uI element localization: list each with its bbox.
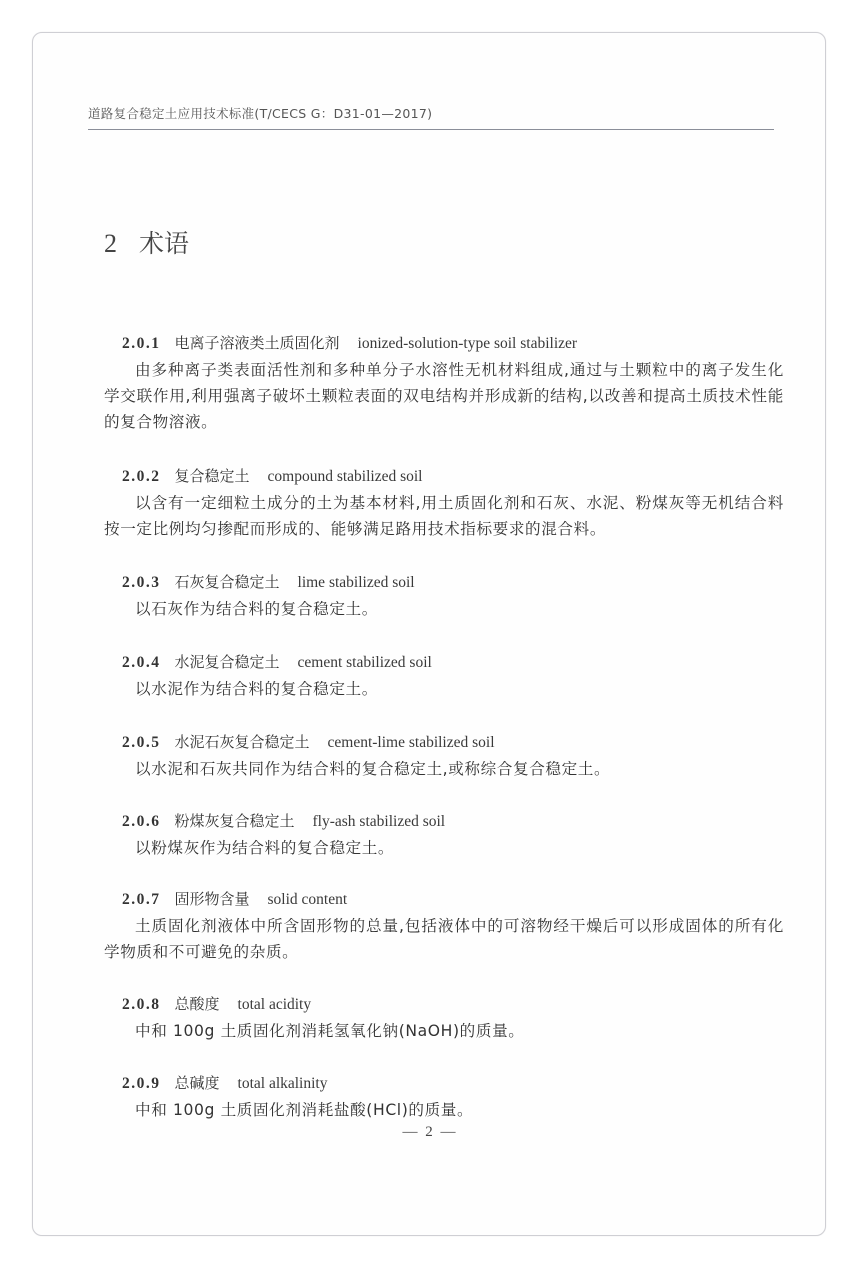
term-number: 2.0.4 xyxy=(122,654,161,671)
running-header: 道路复合稳定土应用技术标准(T/CECS G：D31-01—2017) xyxy=(88,106,433,121)
term-english: ionized-solution-type soil stabilizer xyxy=(357,335,578,352)
term-2-0-4 xyxy=(104,649,784,702)
term-definition: 以石灰作为结合料的复合稳定土。 xyxy=(135,600,378,618)
term-definition: 以含有一定细粒土成分的土为基本材料,用土质固化剂和石灰、水泥、粉煤灰等无机结合料按一定比例均匀掺配而形成的、能够满足路用技术指标要求的混合料。 xyxy=(104,494,784,538)
term-heading xyxy=(104,463,784,490)
term-chinese: 石灰复合稳定土 xyxy=(174,573,280,591)
term-english: solid content xyxy=(267,891,348,908)
term-heading xyxy=(104,330,784,357)
term-english: fly-ash stabilized soil xyxy=(312,813,446,830)
term-definition: 以粉煤灰作为结合料的复合稳定土。 xyxy=(135,839,395,857)
term-2-0-6 xyxy=(104,808,784,861)
term-heading xyxy=(104,729,784,756)
term-heading xyxy=(104,808,784,835)
term-english: cement stabilized soil xyxy=(297,654,432,671)
term-number: 2.0.7 xyxy=(122,891,161,908)
term-chinese: 水泥石灰复合稳定土 xyxy=(174,733,310,751)
term-definition: 由多种离子类表面活性剂和多种单分子水溶性无机材料组成,通过与土颗粒中的离子发生化学交联作用,利用强离子破坏土颗粒表面的双电结构并形成新的结构,以改善和提高土质技术性能的复合物溶液。 xyxy=(104,361,784,431)
term-2-0-2 xyxy=(104,463,784,542)
term-english: total alkalinity xyxy=(237,1075,328,1092)
term-2-0-1 xyxy=(104,330,784,435)
term-number: 2.0.9 xyxy=(122,1075,161,1092)
term-number: 2.0.5 xyxy=(122,734,161,751)
chapter-title-text: 术语 xyxy=(139,229,190,258)
term-2-0-8 xyxy=(104,991,784,1044)
term-chinese: 电离子溶液类土质固化剂 xyxy=(174,334,340,352)
term-definition: 土质固化剂液体中所含固形物的总量,包括液体中的可溶物经干燥后可以形成固体的所有化学物质和不可避免的杂质。 xyxy=(104,917,784,961)
term-chinese: 复合稳定土 xyxy=(174,467,250,485)
term-number: 2.0.3 xyxy=(122,574,161,591)
term-number: 2.0.6 xyxy=(122,813,161,830)
header-rule xyxy=(88,129,774,130)
term-number: 2.0.1 xyxy=(122,335,161,352)
term-english: cement-lime stabilized soil xyxy=(327,734,495,751)
term-chinese: 水泥复合稳定土 xyxy=(174,653,280,671)
term-number: 2.0.8 xyxy=(122,996,161,1013)
term-chinese: 粉煤灰复合稳定土 xyxy=(174,812,295,830)
term-heading xyxy=(104,569,784,596)
term-definition: 中和 100g 土质固化剂消耗氢氧化钠(NaOH)的质量。 xyxy=(135,1022,525,1040)
term-2-0-7 xyxy=(104,886,784,965)
term-2-0-9 xyxy=(104,1070,784,1123)
term-english: compound stabilized soil xyxy=(267,468,423,485)
chapter-title xyxy=(104,224,189,260)
term-definition: 以水泥作为结合料的复合稳定土。 xyxy=(135,680,378,698)
term-heading xyxy=(104,886,784,913)
term-2-0-3 xyxy=(104,569,784,622)
term-chinese: 总酸度 xyxy=(174,995,220,1013)
chapter-number: 2 xyxy=(104,229,117,258)
page-sheet xyxy=(32,32,826,1236)
term-chinese: 总碱度 xyxy=(174,1074,220,1092)
term-number: 2.0.2 xyxy=(122,468,161,485)
term-english: lime stabilized soil xyxy=(297,574,415,591)
term-definition: 中和 100g 土质固化剂消耗盐酸(HCl)的质量。 xyxy=(135,1101,474,1119)
term-definition: 以水泥和石灰共同作为结合料的复合稳定土,或称综合复合稳定土。 xyxy=(135,760,611,778)
term-english: total acidity xyxy=(237,996,312,1013)
page-number: — 2 — xyxy=(402,1124,458,1140)
term-2-0-5 xyxy=(104,729,784,782)
term-chinese: 固形物含量 xyxy=(174,890,250,908)
term-heading xyxy=(104,1070,784,1097)
term-heading xyxy=(104,991,784,1018)
term-heading xyxy=(104,649,784,676)
